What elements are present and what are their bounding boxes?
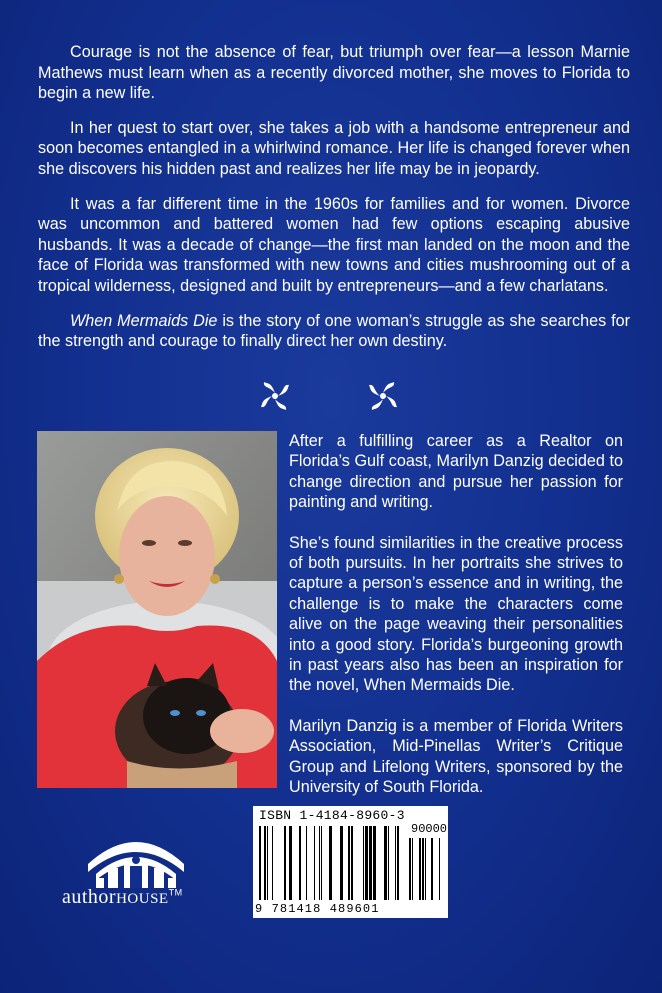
- bio-paragraph-2: She’s found similarities in the creative process of both pursuits. In her portraits she strives to capture a person’s essence and in writing, the challenge is to make the characters come alive on the page weaving their personalities into a good story. Florida’s burgeoning growth in past years also has been an inspiration for the novel, When Mermaids Die.: [289, 533, 623, 695]
- swirl-ornament-icon: [255, 376, 295, 416]
- swirl-ornament-icon: [363, 376, 403, 416]
- blurb-paragraph-4: [38, 311, 630, 352]
- price-code: 90000: [411, 822, 448, 836]
- bio-paragraph-3: Marilyn Danzig is a member of Florida Writers Association, Mid-Pinellas Writer’s Critique Group and Lifelong Writers, sponsored by the University of South Florida.: [289, 716, 623, 797]
- author-photo: [37, 431, 277, 788]
- trademark-symbol: TM: [168, 887, 183, 898]
- author-bio: [289, 431, 623, 798]
- ean-digits: 9 781418 489601: [255, 902, 380, 916]
- blurb-paragraph-3: It was a far different time in the 1960s for families and for women. Divorce was uncommon and battered women had few options escaping abusive husbands. It was a decade of change—the first man landed on the moon and the face of Florida was transformed with new towns and cities mushrooming out of a tropical wilderness, designed and built by entrepreneurs—and a few charlatans.: [38, 194, 630, 295]
- author-portrait-illustration: [37, 431, 277, 788]
- decorative-ornaments: [0, 376, 662, 416]
- back-cover-blurb: [38, 42, 630, 352]
- isbn-label: ISBN 1-4184-8960-3: [259, 808, 405, 823]
- publisher-name-upper: HOUSE: [116, 891, 169, 907]
- blurb-paragraph-2: In her quest to start over, she takes a job with a handsome entrepreneur and soon becomes entangled in a whirlwind romance. Her life is changed forever when she discovers his hidden past and realizes her life may be in jeopardy.: [38, 118, 630, 178]
- isbn-barcode: [253, 806, 448, 918]
- barcode-bars-icon: [259, 826, 443, 902]
- blurb-paragraph-1: Courage is not the absence of fear, but triumph over fear—a lesson Marnie Mathews must learn when as a recently divorced mother, she moves to Florida to begin a new life.: [38, 43, 630, 103]
- bio-paragraph-1: After a fulfilling career as a Realtor on Florida’s Gulf coast, Marilyn Danzig decided to change direction and pursue her passion for painting and writing.: [289, 432, 623, 512]
- publisher-name-lower: author: [62, 886, 117, 908]
- publisher-logo-text: [62, 886, 222, 909]
- book-title-italic: When Mermaids Die: [70, 311, 218, 330]
- blurb-paragraph-4-rest: is the story of one woman’s struggle as she searches for the strength and courage to finally direct her own destiny.: [38, 311, 630, 351]
